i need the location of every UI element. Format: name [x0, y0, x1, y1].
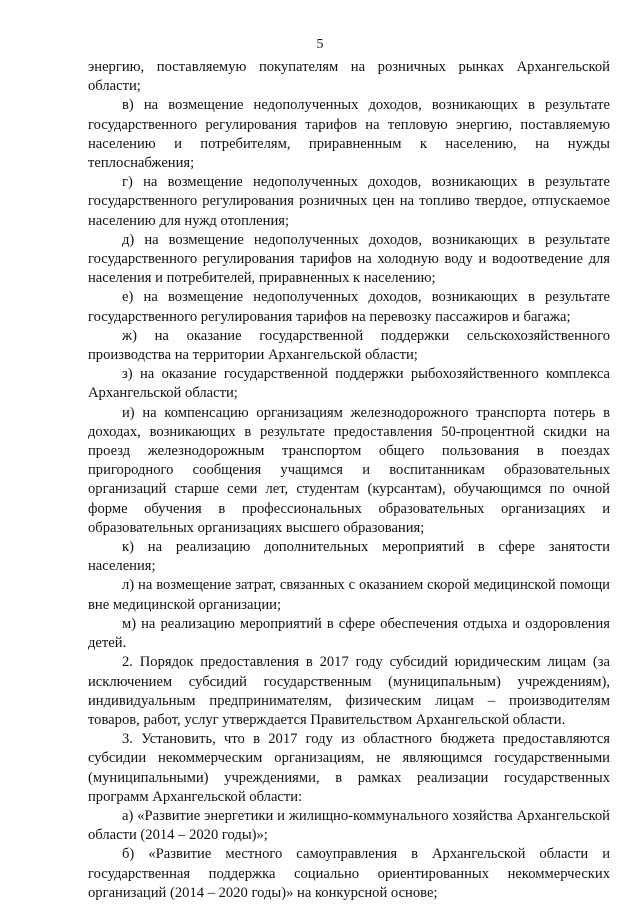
paragraph-item-z: з) на оказание государственной поддержки рыбохозяйственного комплекса Архангельской области; [88, 366, 610, 402]
paragraph-section-2: 2. Порядок предоставления в 2017 году субсидий юридическим лицам (за исключением субсидий государственным (муниципальным) учреждениям), индивидуальным предпринимателям, физическим лицам – производителям товаров, работ, услуг утверждается Правительством Архангельской области. [88, 654, 610, 728]
paragraph-program-a: а) «Развитие энергетики и жилищно-коммунального хозяйства Архангельской области (2014 – 2020 годы)»; [88, 807, 610, 844]
paragraph-item-e: е) на возмещение недополученных доходов, возникающих в результате государственного регулирования тарифов на перевозку пассажиров и багажа; [88, 289, 610, 325]
paragraph-item-l: л) на возмещение затрат, связанных с оказанием скорой медицинской помощи вне медицинской организации; [88, 577, 610, 613]
paragraph-section-3: 3. Установить, что в 2017 году из областного бюджета предоставляются субсидии некоммерческим организациям, не являющимся государственными (муниципальными) учреждениями, в рамках реализации государственных программ Архангельской области: [88, 731, 610, 805]
paragraph-item-v: в) на возмещение недополученных доходов, возникающих в результате государственного регулирования тарифов на тепловую энергию, поставляемую населению и потребителям, приравненным к населению, на нужды теплоснабжения; [88, 97, 610, 172]
page-number: 5 [316, 37, 324, 52]
paragraph-item-k: к) на реализацию дополнительных мероприятий в сфере занятости населения; [88, 539, 610, 575]
paragraph-continuation: энергию, поставляемую покупателям на розничных рынках Архангельской области; [88, 59, 610, 95]
paragraph-item-d: д) на возмещение недополученных доходов, возникающих в результате государственного регулирования тарифов на холодную воду и водоотведение для населения и потребителей, приравненных к населению; [88, 231, 610, 287]
paragraph-item-i: и) на компенсацию организациям железнодорожного транспорта потерь в доходах, возникающих в результате предоставления 50-процентной скидки на проезд железнодорожным транспортом общего пользования в поездах пригородного сообщения учащимся и воспитанникам образовательных организаций старше семи лет, студентам (курсантам), обучающимся по очной форме обучения в профессиональных образовательных организациях и образовательных организациях высшего образования; [88, 404, 610, 536]
paragraph-item-m: м) на реализацию мероприятий в сфере обеспечения отдыха и оздоровления детей. [88, 615, 610, 652]
paragraph-program-b: б) «Развитие местного самоуправления в Архангельской области и государственная поддержка социально ориентированных некоммерческих организаций (2014 – 2020 годы)» на конкурсной основе; [88, 846, 610, 901]
document-body [88, 58, 610, 903]
paragraph-item-zh: ж) на оказание государственной поддержки сельскохозяйственного производства на территории Архангельской области; [88, 327, 610, 364]
paragraph-item-g: г) на возмещение недополученных доходов, возникающих в результате государственного регулирования розничных цен на топливо твердое, отпускаемое населению для нужд отопления; [88, 174, 610, 229]
